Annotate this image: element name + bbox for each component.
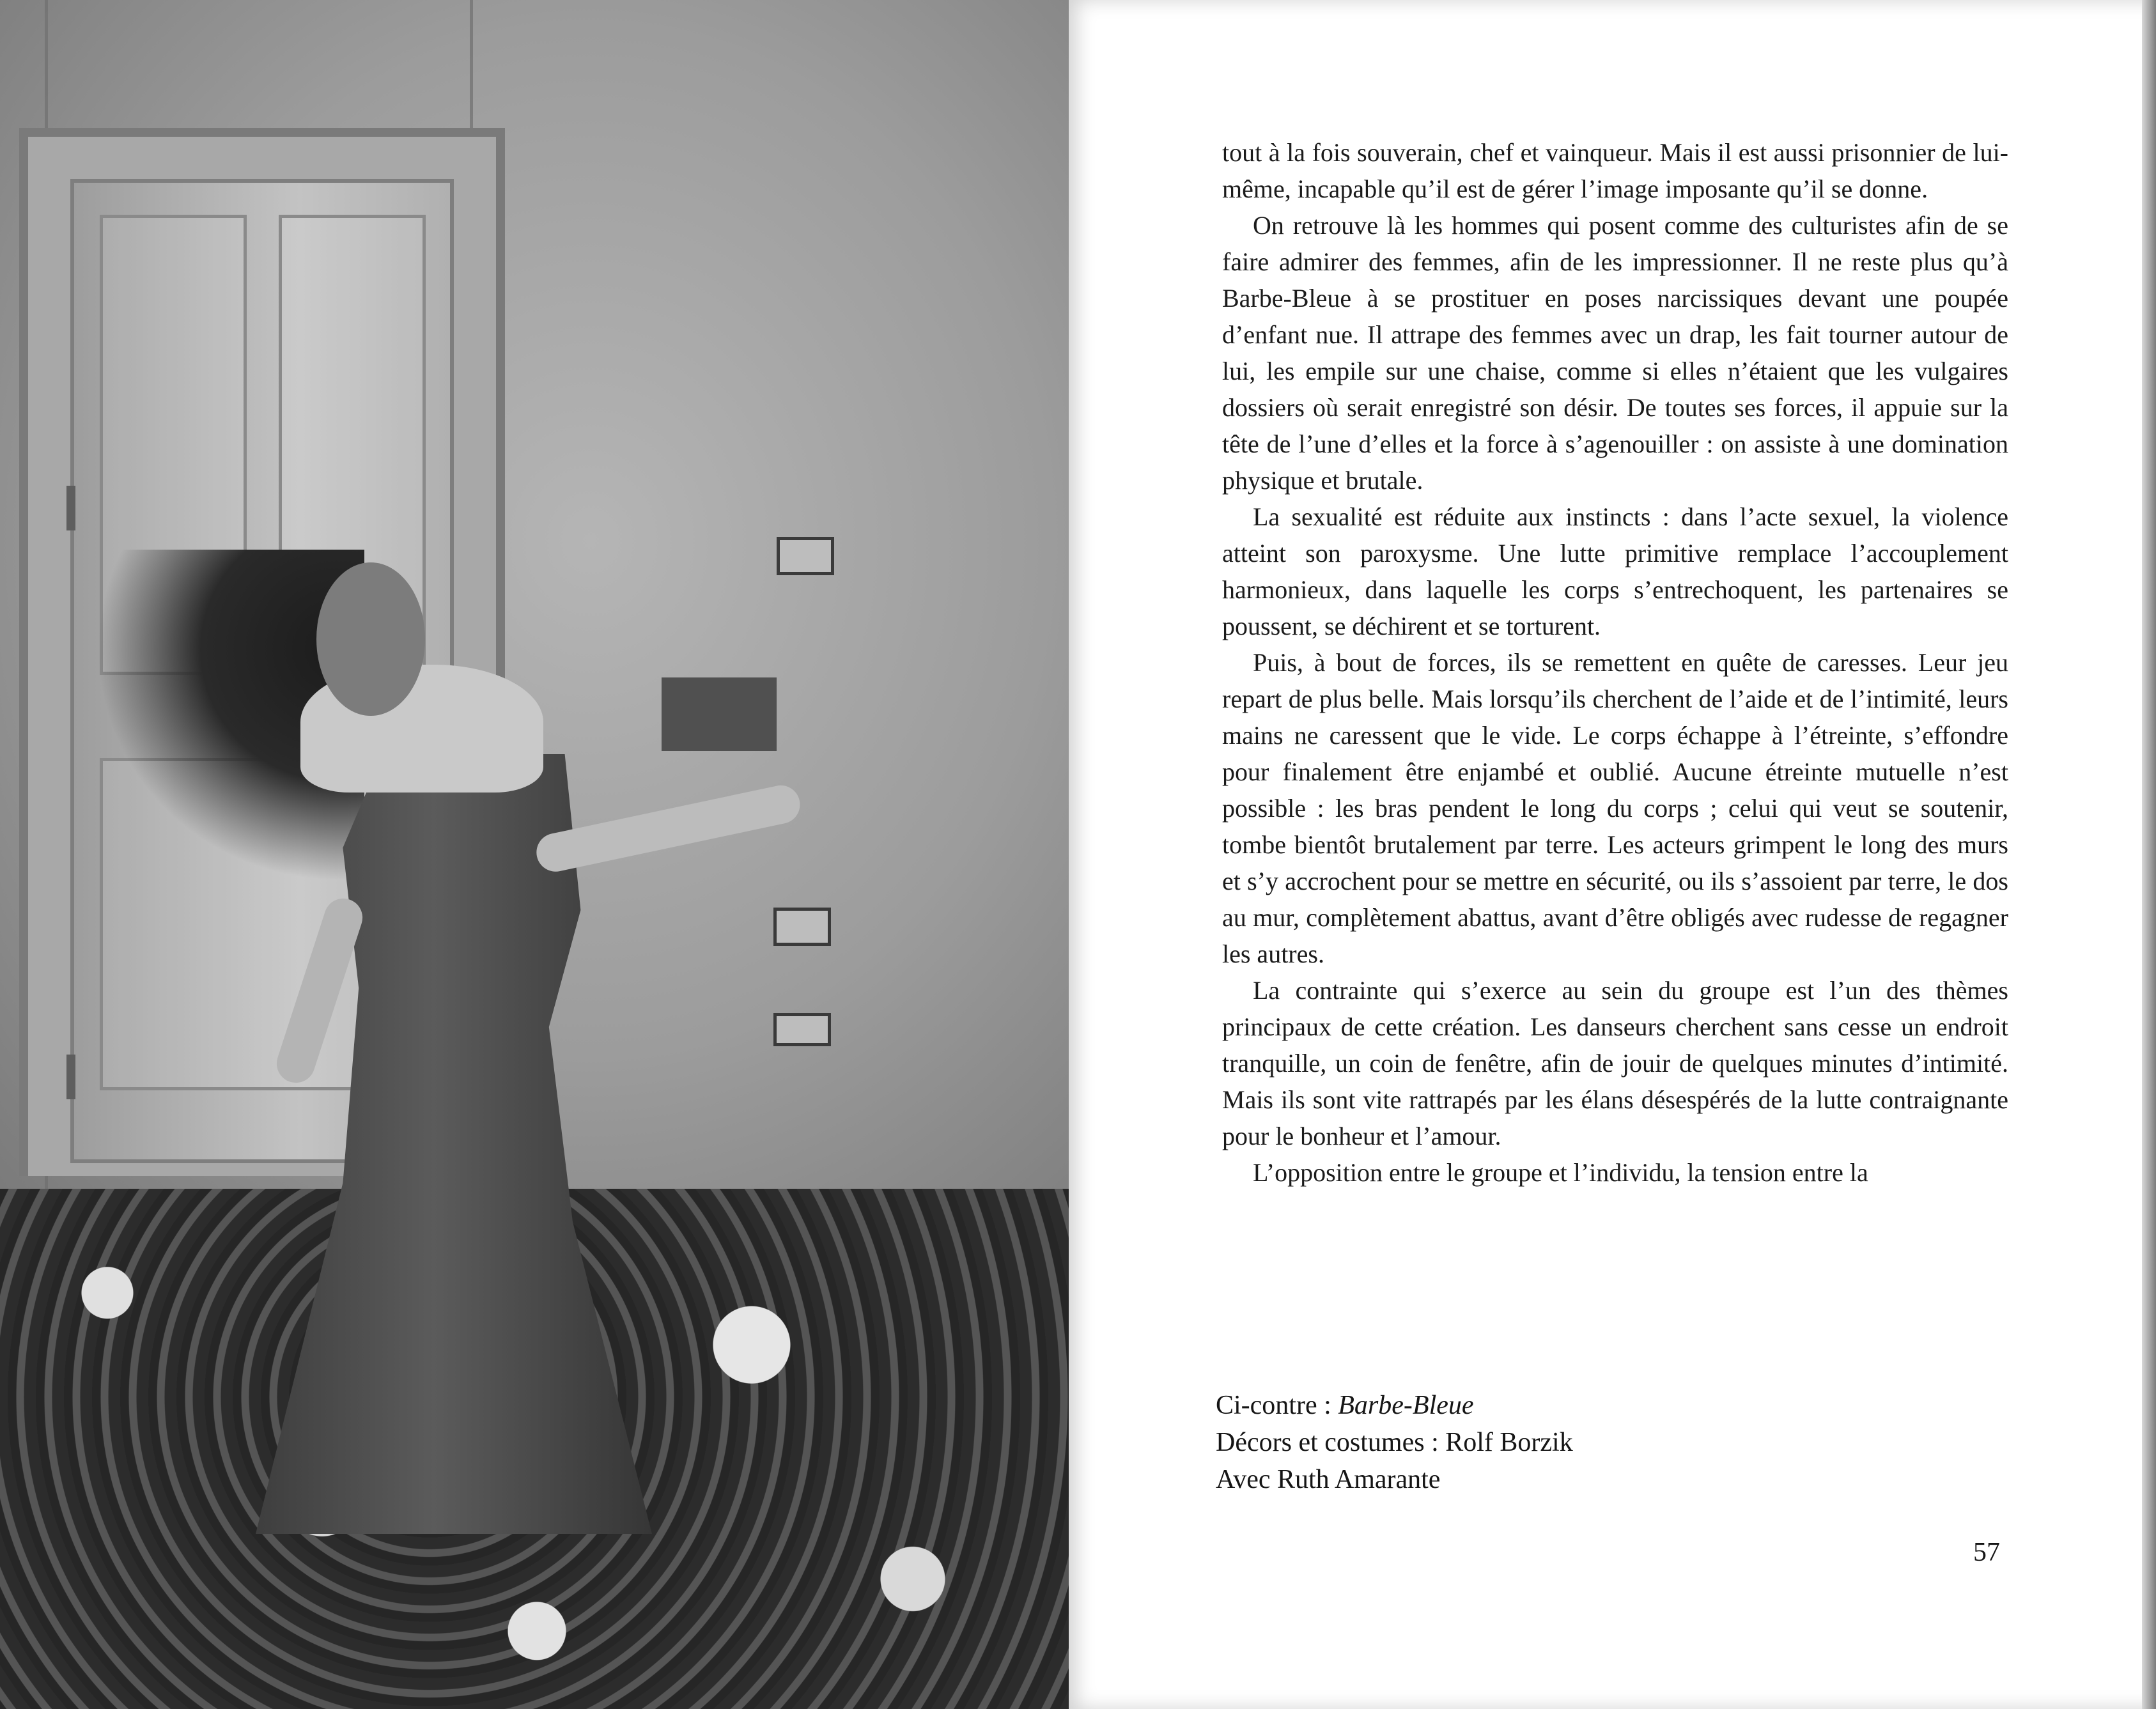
photo-wall-plate [662,677,777,751]
caption-line [1216,1387,1791,1424]
body-text [1222,134,2008,1191]
caption-line: Décors et costumes : Rolf Borzik [1216,1428,1573,1457]
photo-wall-switch [773,908,831,946]
caption-prefix: Ci-contre : [1216,1391,1338,1420]
photo-caption [1216,1387,1791,1498]
paragraph: La sexualité est réduite aux instincts : dans l’acte sexuel, la violence atteint son paroxysme. Une lutte primitive remplace l’accouplement harmonieux, dans laquelle les corps s’entrechoquent, les partenaires se poussent, se déchirent et se torturent. [1222,502,2008,640]
photo-door-hinge [66,1055,75,1099]
photo-wall-switch [777,537,834,575]
text-page [1069,0,2156,1709]
paragraph: Puis, à bout de forces, ils se remettent en quête de caresses. Leur jeu repart de plus belle. Mais lorsqu’ils cherchent de l’aide et de l’intimité, leurs mains ne caressent que le vide. Le corps échappe à l’étreinte, s’effondre pour finalement être enjambé et oublié. Aucune étreinte mutuelle n’est possible : les bras pendent le long du corps ; celui qui veut se soutenir, tombe bientôt brutalement par terre. Les acteurs grimpent le long des murs et s’y accrochent pour se mettre en sécurité, ou ils s’assoient par terre, le dos au mur, complètement abattus, avant d’être obligés avec rudesse de regagner les autres. [1222,648,2008,968]
page-number: 57 [1973,1538,2000,1567]
photo-wall-switch [773,1013,831,1046]
photo-door-hinge [66,486,75,530]
paragraph: L’opposition entre le groupe et l’individu, la tension entre la [1253,1158,1868,1187]
paragraph: tout à la fois souverain, chef et vainqueur. Mais il est aussi prisonnier de lui-même, incapable qu’il est de gérer l’image imposante qu’il se donne. [1222,138,2008,203]
photograph [0,0,1074,1709]
photo-dancer-head [316,562,425,716]
caption-work-title: Barbe-Bleue [1338,1391,1474,1420]
paragraph: On retrouve là les hommes qui posent comme des culturistes afin de se faire admirer des femmes, afin de les impressionner. Il ne reste plus qu’à Barbe-Bleue à se prostituer en poses narcissiques devant une poupée d’enfant nue. Il attrape des femmes avec un drap, les fait tourner autour de lui, les empile sur une chaise, comme si elles n’étaient que les vulgaires dossiers où serait enregistré son désir. De toutes ses forces, il appuie sur la tête de l’une d’elles et la force à s’agenouiller : on assiste à une domination physique et brutale. [1222,211,2008,495]
paragraph: La contrainte qui s’exerce au sein du groupe est l’un des thèmes principaux de cette création. Les danseurs cherchent sans cesse un endroit tranquille, un coin de fenêtre, afin de jouir de quelques minutes d’intimité. Mais ils sont vite rattrapés par les élans désespérés de la lutte contraignante pour le bonheur et l’amour. [1222,976,2008,1150]
page-edge [2142,0,2156,1709]
caption-line: Avec Ruth Amarante [1216,1465,1441,1494]
